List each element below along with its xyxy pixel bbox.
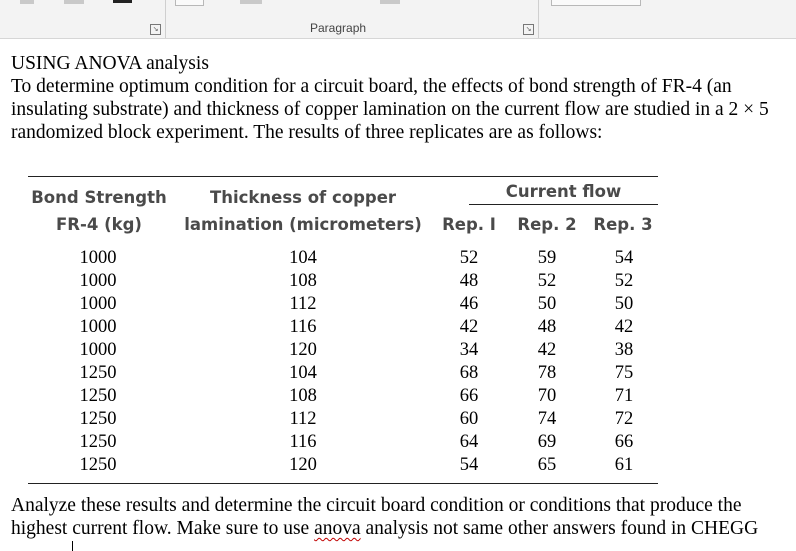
cell-rep-3: 42	[614, 317, 634, 337]
cell-thickness: 104	[289, 248, 317, 268]
ribbon-control-stub[interactable]	[380, 0, 400, 4]
cell-rep-3: 38	[614, 340, 634, 360]
cell-rep-1: 54	[459, 455, 479, 475]
cell-thickness: 108	[289, 271, 317, 291]
header-rep-3: Rep. 3	[593, 215, 653, 234]
cell-rep-3: 72	[614, 409, 634, 429]
ribbon-separator	[165, 0, 166, 38]
cell-thickness: 112	[289, 294, 317, 314]
cell-bond-strength: 1250	[79, 455, 117, 475]
ribbon-control-stub[interactable]	[20, 0, 34, 4]
document-heading: USING ANOVA analysis	[11, 53, 209, 74]
table-top-rule	[28, 176, 658, 177]
cell-rep-1: 34	[459, 340, 479, 360]
cell-bond-strength: 1000	[79, 340, 117, 360]
intro-line: insulating substrate) and thickness of copper lamination on the current flow are studied in a 2 × 5	[11, 99, 769, 120]
cell-thickness: 116	[289, 317, 317, 337]
cell-rep-2: 69	[537, 432, 557, 452]
cell-rep-2: 65	[537, 455, 557, 475]
header-thickness: Thickness of copper	[209, 188, 397, 207]
header-bond-unit: FR-4 (kg)	[56, 215, 142, 234]
question-line	[11, 517, 793, 540]
intro-line: To determine optimum condition for a circuit board, the effects of bond strength of FR-4 (an	[11, 76, 732, 97]
cell-rep-3: 71	[614, 386, 634, 406]
ribbon-control-stub[interactable]	[64, 0, 84, 4]
cell-thickness: 112	[289, 409, 317, 429]
cell-rep-3: 54	[614, 248, 634, 268]
document-body[interactable]	[11, 52, 793, 144]
cell-bond-strength: 1250	[79, 363, 117, 383]
cell-bond-strength: 1250	[79, 409, 117, 429]
table-bottom-rule	[28, 483, 658, 484]
cell-rep-2: 78	[537, 363, 557, 383]
cell-rep-1: 64	[459, 432, 479, 452]
ribbon-control-stub[interactable]	[240, 0, 262, 4]
cell-thickness: 120	[289, 340, 317, 360]
cell-rep-1: 60	[459, 409, 479, 429]
cell-bond-strength: 1000	[79, 294, 117, 314]
cell-rep-1: 68	[459, 363, 479, 383]
cell-rep-3: 50	[614, 294, 634, 314]
cell-rep-2: 70	[537, 386, 557, 406]
intro-paragraph	[11, 75, 793, 144]
text-cursor	[72, 541, 73, 551]
question-text: highest current flow. Make sure to use	[11, 518, 315, 539]
cell-rep-1: 66	[459, 386, 479, 406]
cell-bond-strength: 1000	[79, 317, 117, 337]
cell-rep-2: 50	[537, 294, 557, 314]
styles-gallery[interactable]	[551, 0, 641, 6]
cell-rep-2: 74	[537, 409, 557, 429]
intro-line: randomized block experiment. The results of three replicates are as follows:	[11, 122, 603, 143]
cell-rep-2: 52	[537, 271, 557, 291]
cell-rep-3: 66	[614, 432, 634, 452]
cell-thickness: 104	[289, 363, 317, 383]
ribbon	[0, 0, 796, 39]
ribbon-control-stub[interactable]	[113, 0, 132, 3]
font-dialog-launcher-icon[interactable]: ↘	[150, 24, 161, 35]
cell-thickness: 116	[289, 432, 317, 452]
cell-rep-1: 48	[459, 271, 479, 291]
cell-bond-strength: 1000	[79, 248, 117, 268]
cell-rep-3: 75	[614, 363, 634, 383]
cell-rep-1: 46	[459, 294, 479, 314]
cell-rep-1: 52	[459, 248, 479, 268]
cell-rep-1: 42	[459, 317, 479, 337]
cell-rep-2: 42	[537, 340, 557, 360]
cell-rep-3: 61	[614, 455, 634, 475]
current-flow-rule	[469, 204, 658, 205]
cell-bond-strength: 1000	[79, 271, 117, 291]
cell-rep-3: 52	[614, 271, 634, 291]
spellcheck-flagged-word[interactable]: anova	[314, 518, 361, 539]
paragraph-dialog-launcher-icon[interactable]: ↘	[523, 24, 534, 35]
cell-bond-strength: 1250	[79, 386, 117, 406]
cell-rep-2: 59	[537, 248, 557, 268]
question-paragraph	[11, 494, 793, 540]
header-current-flow: Current flow	[505, 182, 622, 201]
ribbon-group-label: Paragraph	[310, 21, 367, 35]
ribbon-control-stub[interactable]	[175, 0, 204, 6]
header-rep-2: Rep. 2	[517, 215, 577, 234]
ribbon-separator	[538, 0, 539, 38]
cell-thickness: 108	[289, 386, 317, 406]
header-thickness-unit: lamination (micrometers)	[184, 215, 422, 234]
cell-bond-strength: 1250	[79, 432, 117, 452]
header-bond-strength: Bond Strength	[31, 188, 167, 207]
question-text: analysis not same other answers found in CHEGG	[360, 518, 759, 539]
header-rep-1: Rep. I	[442, 215, 496, 234]
cell-rep-2: 48	[537, 317, 557, 337]
cell-thickness: 120	[289, 455, 317, 475]
question-line: Analyze these results and determine the circuit board condition or conditions that produce the	[11, 495, 742, 516]
